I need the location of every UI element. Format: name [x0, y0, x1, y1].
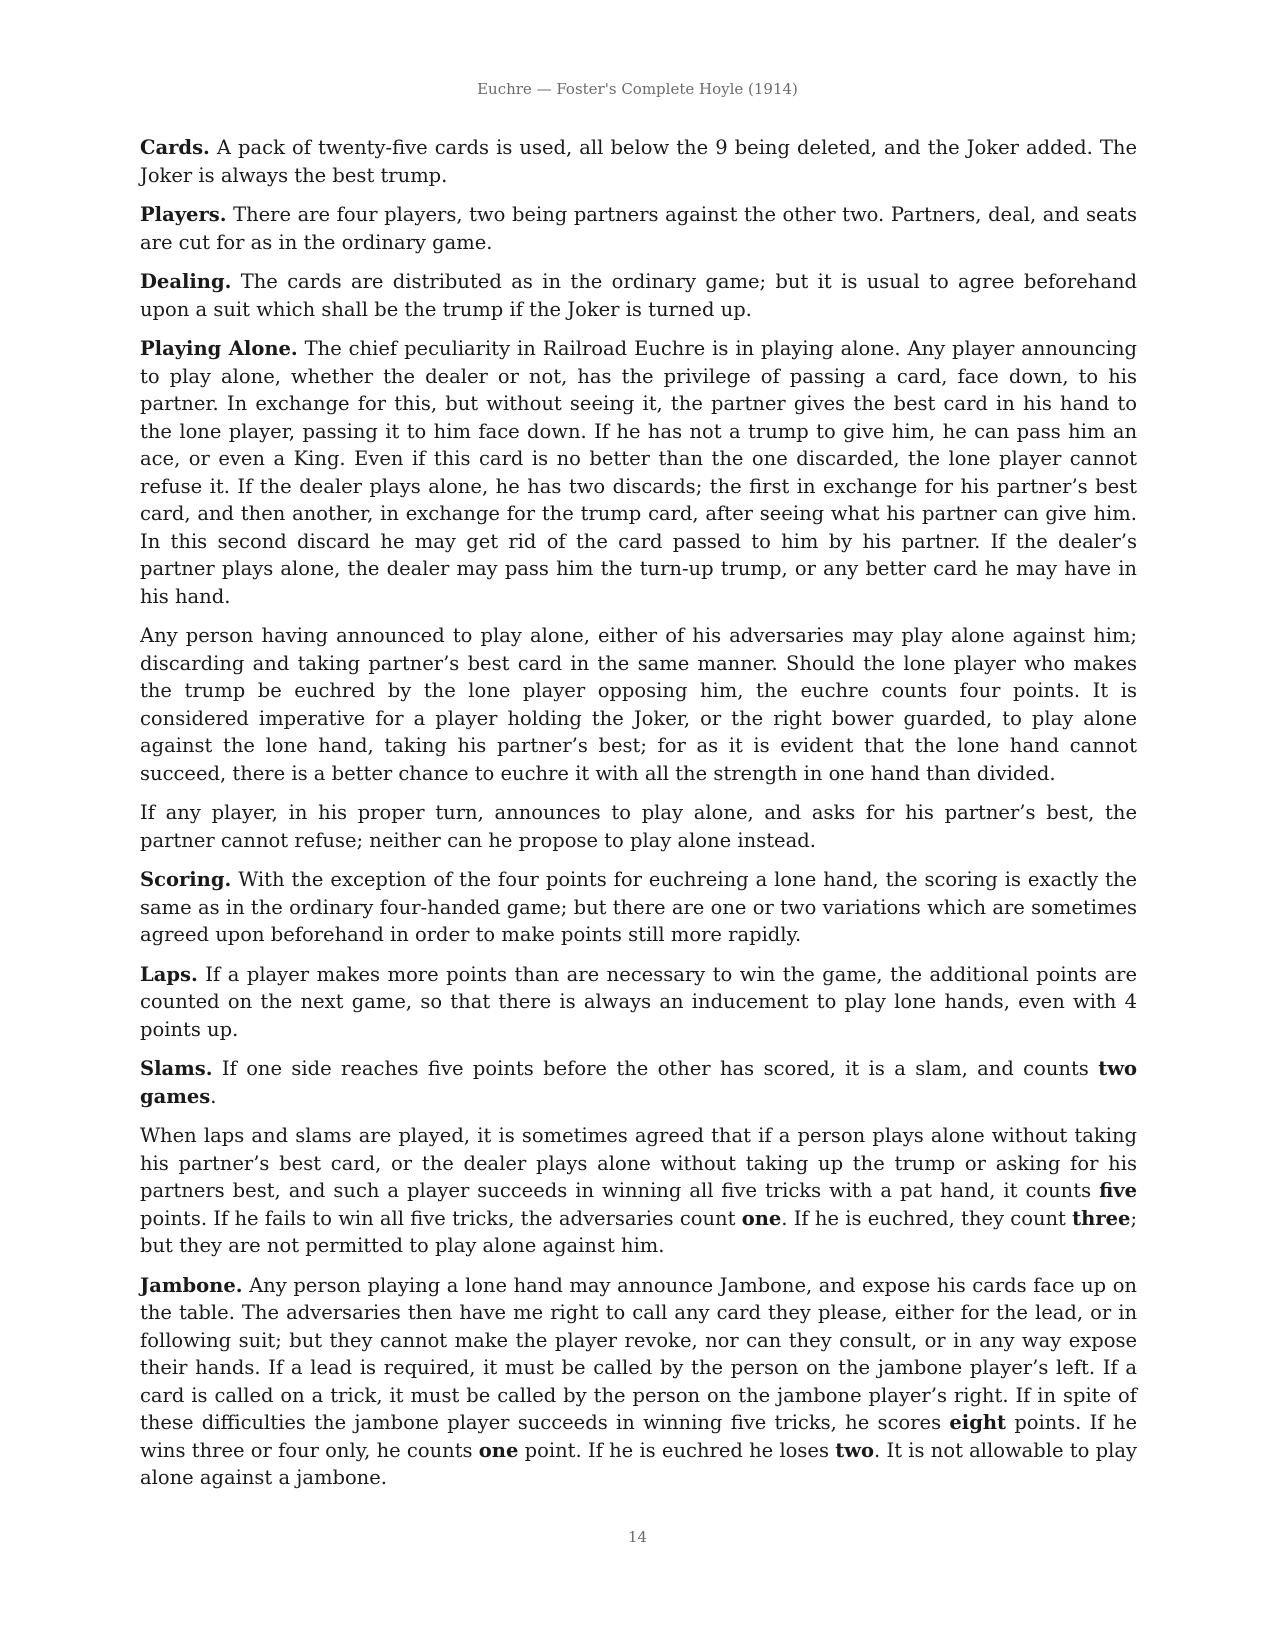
page-body — [140, 134, 1137, 1504]
paragraph-text: If a player makes more points than are necessary to win the game, the additional points are counted on the next game, so that there is always an inducement to play lone hands, even with 4 points up. — [140, 962, 1137, 1041]
paragraph-lead: Jambone. — [140, 1273, 243, 1297]
paragraph-text: point. If he is euchred he loses — [518, 1438, 836, 1462]
paragraph-jambone — [140, 1272, 1137, 1492]
emphasis-text: two games — [140, 1057, 1137, 1108]
paragraph-slams — [140, 1055, 1137, 1110]
emphasis-text: three — [1072, 1206, 1131, 1230]
paragraph-lead: Laps. — [140, 962, 198, 986]
running-header: Euchre — Foster's Complete Hoyle (1914) — [477, 80, 798, 98]
paragraph-lone-against — [140, 622, 1137, 787]
paragraph-lead: Cards. — [140, 136, 210, 159]
paragraph-text: Any person playing a lone hand may announce Jambone, and expose his cards face up on the table. The adversaries then have me right to call any card they please, either for the lead, or in following suit; but they cannot make the player revoke, nor can they consult, or in any way expose their hands. If a lead is required, it must be called by the person on the jambone player’s left. If a card is called on a trick, it must be called by the person on the jambone player’s right. If in spite of these difficulties the jambone player succeeds in winning five tricks, he scores — [140, 1273, 1137, 1434]
paragraph-text: ; but they are not permitted to play alone against him. — [140, 1206, 1138, 1257]
emphasis-text: eight — [949, 1411, 1007, 1434]
paragraph-cards — [140, 134, 1137, 189]
paragraph-partner-best — [140, 799, 1137, 854]
paragraph-text: . — [210, 1084, 217, 1108]
paragraph-lead: Players. — [140, 203, 227, 226]
paragraph-text: points. If he wins three or four only, he counts — [140, 1411, 1137, 1462]
paragraph-text: If any player, in his proper turn, announces to play alone, and asks for his partner’s best, the partner cannot refuse; neither can he propose to play alone instead. — [140, 801, 1137, 852]
paragraph-text: The chief peculiarity in Railroad Euchre is in playing alone. Any player announcing to play alone, whether the dealer or not, has the privilege of passing a card, face down, to his partner. In exchange for this, but without seeing it, the partner gives the best card in his hand to the lone player, passing it to him face down. If he has not a trump to give him, he can pass him an ace, or even a King. Even if this card is no better than the one discarded, the lone player cannot refuse it. If the dealer plays alone, he has two discards; the first in exchange for his partner’s best card, and then another, in exchange for the trump card, after seeing what his partner can give him. In this second discard he may get rid of the card passed to him by his partner. If the dealer’s partner plays alone, the dealer may pass him the turn-up trump, or any better card he may have in his hand. — [140, 337, 1137, 608]
emphasis-text: two — [835, 1438, 875, 1462]
paragraph-players — [140, 201, 1137, 256]
paragraph-text: The cards are distributed as in the ordinary game; but it is usual to agree beforehand upon a suit which shall be the trump if the Joker is turned up. — [140, 270, 1137, 321]
paragraph-text: When laps and slams are played, it is sometimes agreed that if a person plays alone without taking his partner’s best card, or the dealer plays alone without taking up the trump or asking for his partners best, and such a player succeeds in winning all five tricks with a pat hand, it counts — [140, 1124, 1137, 1202]
paragraph-laps-slams-variant — [140, 1122, 1137, 1260]
paragraph-text: There are four players, two being partners against the other two. Partners, deal, and seats are cut for as in the ordinary game. — [140, 203, 1137, 254]
paragraph-text: . It is not allowable to play alone against a jambone. — [140, 1438, 1137, 1489]
paragraph-playing-alone — [140, 335, 1137, 610]
emphasis-text: five — [1099, 1179, 1137, 1202]
paragraph-text: points. If he fails to win all five tricks, the adversaries count — [140, 1206, 742, 1230]
paragraph-scoring — [140, 866, 1137, 949]
paragraph-dealing — [140, 268, 1137, 323]
emphasis-text: one — [741, 1206, 782, 1230]
paragraph-text: A pack of twenty-five cards is used, all below the 9 being deleted, and the Joker added. The Joker is always the best trump. — [140, 136, 1137, 187]
paragraph-text: If one side reaches five points before the other has scored, it is a slam, and counts — [212, 1057, 1099, 1080]
paragraph-laps — [140, 961, 1137, 1044]
paragraph-text: . If he is euchred, they count — [781, 1206, 1073, 1230]
paragraph-text: Any person having announced to play alone, either of his adversaries may play alone against him; discarding and taking partner’s best card in the same manner. Should the lone player who makes the trump be euchred by the lone player opposing him, the euchre counts four points. It is considered imperative for a player holding the Joker, or the right bower guarded, to play alone against the lone hand, taking his partner’s best; for as it is evident that the lone hand cannot succeed, there is a better chance to euchre it with all the strength in one hand than divided. — [140, 624, 1137, 785]
paragraph-lead: Slams. — [140, 1057, 213, 1080]
paragraph-text: With the exception of the four points for euchreing a lone hand, the scoring is exactly the same as in the ordinary four-handed game; but there are one or two variations which are sometimes agreed upon beforehand in order to make points still more rapidly. — [140, 868, 1137, 946]
paragraph-lead: Scoring. — [140, 868, 232, 891]
page-number: 14 — [627, 1528, 648, 1546]
paragraph-lead: Playing Alone. — [140, 337, 298, 360]
paragraph-lead: Dealing. — [140, 270, 232, 293]
emphasis-text: one — [478, 1438, 519, 1462]
